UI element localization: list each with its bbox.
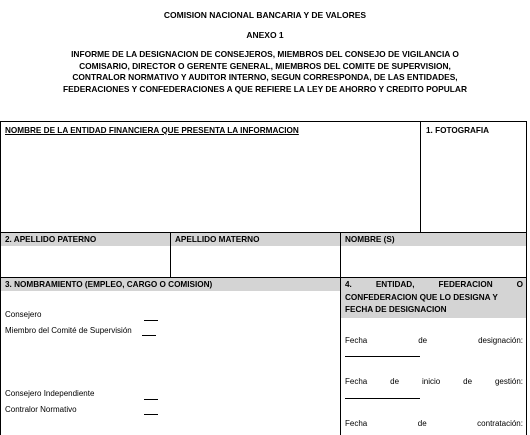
option-consejero: Consejero	[5, 310, 42, 319]
photo-divider	[420, 121, 421, 232]
start-date-label	[345, 377, 523, 386]
names-divider	[340, 232, 341, 435]
report-title-line-2: COMISARIO, DIRECTOR O GERENTE GENERAL, MIEMBROS DEL COMITE DE SUPERVISION,	[79, 60, 451, 71]
start-date-word-1: Fecha	[345, 377, 368, 386]
row3-rule	[0, 277, 527, 278]
designation-date-word-1: Fecha	[345, 336, 368, 345]
entity-name-label: NOMBRE DE LA ENTIDAD FINANCIERA QUE PRESENTA LA INFORMACION	[5, 126, 299, 135]
start-date-word-5: gestión:	[494, 377, 523, 386]
hiring-date-word-3: contratación:	[477, 419, 523, 428]
row2-rule	[0, 232, 527, 233]
entity-section-label	[345, 279, 523, 317]
surname-divider	[170, 232, 171, 277]
option-consejero-independiente: Consejero Independiente	[5, 389, 95, 398]
designation-date-word-2: de	[418, 336, 428, 345]
entity-label-line-2: CONFEDERACION QUE LO DESIGNA Y	[345, 292, 498, 302]
option-contralor-normativo-blank[interactable]	[144, 414, 158, 415]
entity-label-word-1: 4.	[345, 280, 352, 289]
report-title-line-1: INFORME DE LA DESIGNACION DE CONSEJEROS, MIEMBROS DEL CONSEJO DE VIGILANCIA O	[71, 49, 459, 59]
hiring-date-word-2: de	[417, 419, 427, 428]
designation-form	[0, 121, 530, 435]
designation-date-label	[345, 336, 523, 345]
option-comite-supervision: Miembro del Comité de Supervisión	[5, 326, 132, 335]
names-label: NOMBRE (S)	[345, 235, 395, 244]
option-consejero-blank[interactable]	[144, 320, 158, 321]
report-title-line-4: FEDERACIONES Y CONFEDERACIONES A QUE REFIERE LA LEY DE AHORRO Y CREDITO POPULAR	[62, 83, 468, 94]
form-top-rule	[0, 121, 527, 122]
commission-title: COMISION NACIONAL BANCARIA Y DE VALORES	[163, 10, 367, 20]
start-date-blank[interactable]	[345, 398, 420, 399]
entity-label-line-3: FECHA DE DESIGNACION	[345, 305, 447, 314]
maternal-surname-label: APELLIDO MATERNO	[175, 235, 260, 244]
form-right-rule	[526, 121, 527, 435]
hiring-date-label	[345, 419, 523, 428]
designation-date-blank[interactable]	[345, 356, 420, 357]
paternal-surname-label: 2. APELLIDO PATERNO	[5, 235, 97, 244]
appointment-label: 3. NOMBRAMIENTO (EMPLEO, CARGO O COMISION)	[5, 280, 213, 289]
option-comite-supervision-blank[interactable]	[142, 335, 156, 336]
hiring-date-word-1: Fecha	[345, 419, 368, 428]
designation-date-word-3: designación:	[478, 336, 523, 345]
start-date-word-4: de	[463, 377, 473, 386]
start-date-word-2: de	[390, 377, 400, 386]
report-title-line-3: CONTRALOR NORMATIVO Y AUDITOR INTERNO, SEGUN CORRESPONDA, DE LAS ENTIDADES,	[72, 72, 458, 82]
option-consejero-independiente-blank[interactable]	[144, 399, 158, 400]
photo-label: 1. FOTOGRAFIA	[426, 126, 490, 135]
entity-label-word-2: ENTIDAD,	[375, 280, 415, 289]
entity-label-word-3: FEDERACION	[438, 280, 493, 289]
entity-label-word-4: O	[516, 280, 523, 289]
start-date-word-3: inicio	[421, 377, 441, 386]
option-contralor-normativo: Contralor Normativo	[5, 405, 77, 414]
annex-title: ANEXO 1	[246, 30, 284, 40]
form-left-rule	[0, 121, 1, 435]
